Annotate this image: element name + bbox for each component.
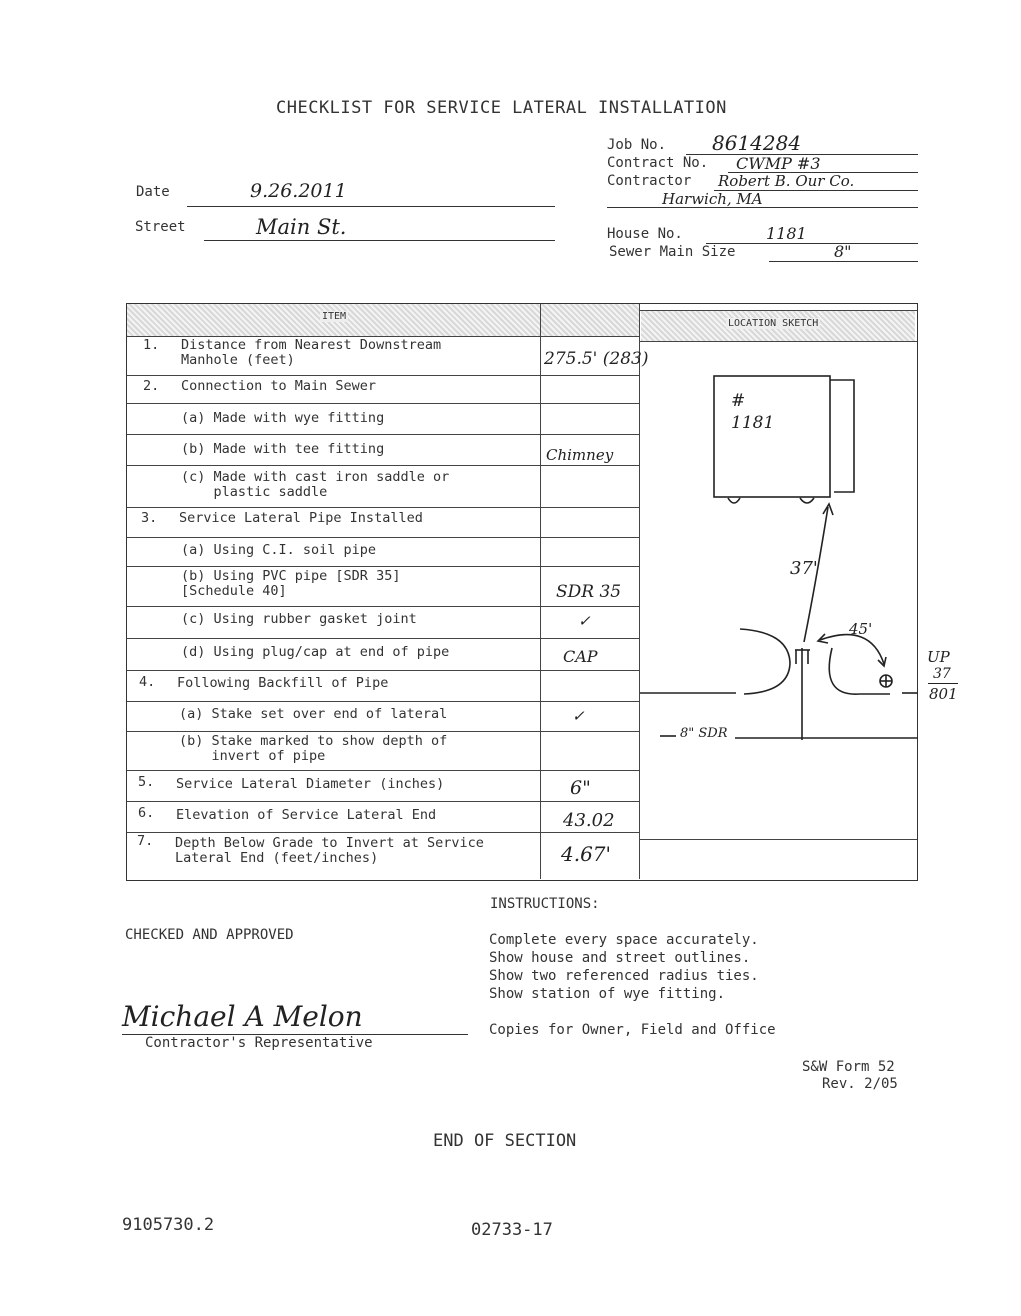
contract-no-value: CWMP #3 bbox=[736, 154, 821, 173]
row-line bbox=[127, 375, 640, 376]
row-num: 3. bbox=[141, 510, 158, 526]
house-no-line bbox=[706, 243, 918, 244]
row-num: 4. bbox=[139, 674, 156, 690]
sketch-header: LOCATION SKETCH bbox=[728, 318, 819, 329]
row-text: (d) Using plug/cap at end of pipe bbox=[181, 644, 450, 660]
row-line bbox=[127, 832, 640, 833]
sketch-bottom-line bbox=[640, 839, 917, 840]
street-curve-left bbox=[740, 629, 790, 694]
row-line bbox=[127, 701, 640, 702]
contractor-value-1: Robert B. Our Co. bbox=[718, 172, 855, 190]
row-line bbox=[127, 403, 640, 404]
instructions-heading: INSTRUCTIONS: bbox=[490, 896, 600, 912]
answer-cap: CAP bbox=[563, 647, 598, 666]
date-label: Date bbox=[136, 184, 170, 200]
answer-stake: ✓ bbox=[572, 707, 585, 725]
row-text: (b) Made with tee fitting bbox=[181, 441, 385, 457]
instruction-line: Show two referenced radius ties. bbox=[489, 968, 759, 984]
date-value: 9.26.2011 bbox=[250, 180, 347, 202]
signature: Michael A Melon bbox=[122, 1000, 363, 1033]
contractor-rep-label: Contractor's Representative bbox=[145, 1035, 373, 1051]
row-num: 2. bbox=[143, 378, 160, 394]
sewer-main-size-value: 8" bbox=[834, 242, 852, 261]
answer-tee: Chimney bbox=[546, 446, 614, 464]
row-line bbox=[127, 731, 640, 732]
row-text: Elevation of Service Lateral End bbox=[176, 807, 437, 823]
row-text: (b) Using PVC pipe [SDR 35] [Schedule 40] bbox=[181, 568, 401, 599]
angle-45-label: 45' bbox=[849, 620, 873, 638]
answer-diameter: 6" bbox=[570, 777, 591, 799]
row-line bbox=[127, 507, 640, 508]
sewer-main-size-label: Sewer Main Size bbox=[609, 244, 736, 260]
answer-gasket: ✓ bbox=[578, 612, 591, 630]
row-num: 1. bbox=[143, 337, 160, 353]
row-text: (a) Stake set over end of lateral bbox=[179, 706, 448, 722]
up-label: UP bbox=[927, 648, 950, 666]
instruction-line: Show station of wye fitting. bbox=[489, 986, 726, 1002]
fraction-bar bbox=[928, 683, 958, 684]
answer-col-divider bbox=[540, 304, 541, 879]
fraction-bottom: 801 bbox=[929, 685, 958, 703]
page-code: 02733-17 bbox=[471, 1220, 553, 1240]
row-line bbox=[127, 606, 640, 607]
row-text: Service Lateral Pipe Installed bbox=[179, 510, 423, 526]
house-foot-left bbox=[728, 498, 740, 503]
form-title: CHECKLIST FOR SERVICE LATERAL INSTALLATION bbox=[276, 98, 727, 118]
street-line bbox=[204, 240, 555, 241]
row-line bbox=[127, 801, 640, 802]
copies-line: Copies for Owner, Field and Office bbox=[489, 1022, 776, 1038]
row-line bbox=[127, 537, 640, 538]
row-text: (b) Stake marked to show depth of invert of pipe bbox=[179, 733, 448, 764]
row-line bbox=[127, 465, 640, 466]
answer-distance: 275.5' (283) bbox=[544, 349, 649, 369]
row-text: Depth Below Grade to Invert at Service Lateral End (feet/inches) bbox=[175, 835, 484, 866]
main-size-label: 8" SDR bbox=[680, 726, 728, 741]
document-id: 9105730.2 bbox=[122, 1215, 215, 1235]
row-line bbox=[127, 670, 640, 671]
house-number-label: # 1181 bbox=[731, 391, 775, 433]
answer-pvc: SDR 35 bbox=[556, 582, 622, 602]
contract-no-label: Contract No. bbox=[607, 155, 709, 171]
row-line bbox=[127, 434, 640, 435]
row-text: (c) Made with cast iron saddle or plastic saddle bbox=[181, 469, 450, 500]
street-label: Street bbox=[135, 219, 186, 235]
street-value: Main St. bbox=[256, 215, 347, 239]
row-line bbox=[127, 770, 640, 771]
sketch-header-top bbox=[640, 310, 917, 311]
end-of-section: END OF SECTION bbox=[433, 1131, 577, 1151]
job-no-value: 8614284 bbox=[712, 131, 802, 155]
row-num: 6. bbox=[138, 805, 155, 821]
instruction-line: Show house and street outlines. bbox=[489, 950, 751, 966]
answer-depth: 4.67' bbox=[561, 842, 612, 866]
house-no-value: 1181 bbox=[766, 224, 807, 243]
row-text: Following Backfill of Pipe bbox=[177, 675, 389, 691]
date-line bbox=[187, 206, 555, 207]
checked-approved-label: CHECKED AND APPROVED bbox=[125, 927, 294, 943]
form-number: S&W Form 52 bbox=[802, 1059, 895, 1075]
contractor-value-2: Harwich, MA bbox=[662, 190, 763, 208]
contractor-label: Contractor bbox=[607, 173, 692, 189]
row-text: (a) Using C.I. soil pipe bbox=[181, 542, 377, 558]
row-text: Distance from Nearest Downstream Manhole (feet) bbox=[181, 337, 442, 368]
item-header: ITEM bbox=[322, 311, 347, 322]
instruction-line: Complete every space accurately. bbox=[489, 932, 759, 948]
row-text: Service Lateral Diameter (inches) bbox=[176, 776, 445, 792]
location-sketch bbox=[640, 342, 940, 742]
row-num: 5. bbox=[138, 774, 155, 790]
row-text: (c) Using rubber gasket joint bbox=[181, 611, 417, 627]
fraction-top: 37 bbox=[933, 666, 951, 682]
job-no-label: Job No. bbox=[607, 137, 667, 153]
answer-elevation: 43.02 bbox=[563, 810, 615, 831]
tie-37-label: 37' bbox=[790, 558, 818, 579]
row-text: (a) Made with wye fitting bbox=[181, 410, 385, 426]
row-text: Connection to Main Sewer bbox=[181, 378, 377, 394]
form-revision: Rev. 2/05 bbox=[822, 1076, 898, 1092]
item-header-shade bbox=[127, 304, 639, 337]
sewer-main-size-line bbox=[769, 261, 918, 262]
house-addition bbox=[830, 380, 854, 492]
house-no-label: House No. bbox=[607, 226, 683, 242]
row-line bbox=[127, 566, 640, 567]
row-line bbox=[127, 638, 640, 639]
house-foot-right bbox=[800, 498, 814, 503]
row-num: 7. bbox=[137, 833, 154, 849]
